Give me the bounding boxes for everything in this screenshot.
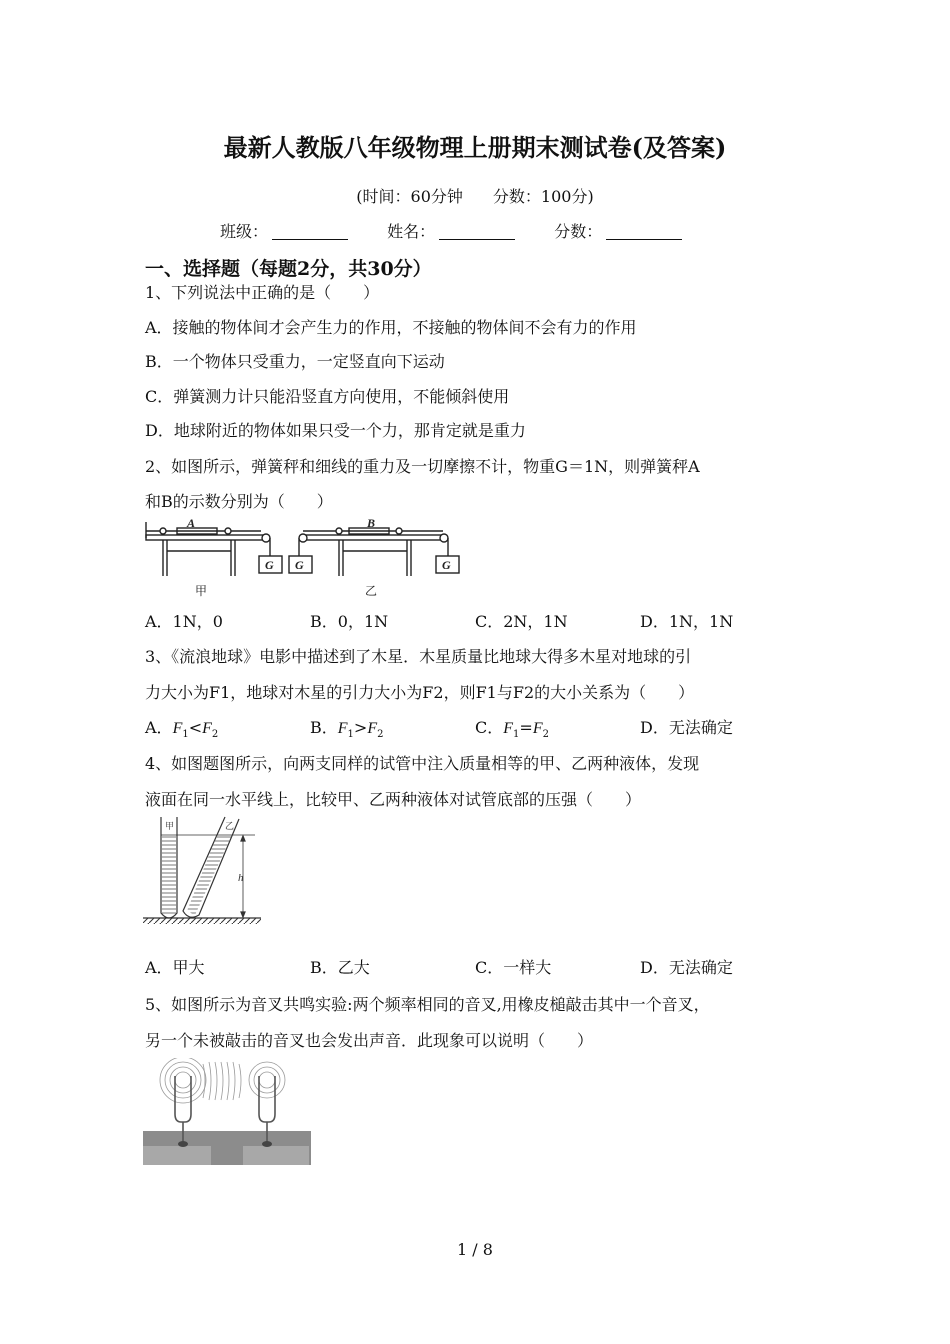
option-prefix: B． xyxy=(310,718,338,737)
exam-total-score: 分数：100分) xyxy=(492,187,594,206)
score-field xyxy=(554,219,682,242)
question-2-option-b: B．0，1N xyxy=(310,612,389,631)
relation: > xyxy=(353,718,368,737)
tube-yi-label: 乙 xyxy=(225,822,235,832)
question-5-stem-line-2: 另一个未被敲击的音叉也会发出声音．此现象可以说明（ ） xyxy=(145,1031,594,1050)
name-blank[interactable] xyxy=(439,223,515,240)
question-3-option-b xyxy=(310,715,383,740)
question-4-stem-line-2: 液面在同一水平线上，比较甲、乙两种液体对试管底部的压强（ ） xyxy=(145,790,642,809)
height-label: h xyxy=(238,872,244,884)
class-blank[interactable] xyxy=(272,223,348,240)
question-1-option-c: C．弹簧测力计只能沿竖直方向使用，不能倾斜使用 xyxy=(145,387,510,406)
question-2-option-a: A．1N，0 xyxy=(145,612,223,631)
sound-waves xyxy=(160,1058,285,1103)
scale-a-label: A xyxy=(187,518,196,530)
pulley-right xyxy=(440,534,448,542)
option-text: 无法确定 xyxy=(668,718,733,737)
page-number: 1 / 8 xyxy=(457,1240,493,1259)
symbol-f: F xyxy=(532,720,543,737)
symbol-f: F xyxy=(367,720,378,737)
symbol-sub: 2 xyxy=(542,729,549,741)
class-label: 班级： xyxy=(220,222,269,241)
question-2-stem-line-2: 和B的示数分别为（ ） xyxy=(145,492,333,511)
symbol-sub: 2 xyxy=(211,729,219,741)
symbol-f: F xyxy=(202,720,212,737)
name-label: 姓名： xyxy=(387,222,436,241)
option-prefix: D． xyxy=(640,718,669,737)
name-field xyxy=(387,219,515,242)
question-2-stem-line-1: 2、如图所示，弹簧秤和细线的重力及一切摩擦不计，物重G＝1N，则弹簧秤A xyxy=(145,457,700,476)
question-4-option-a: A．甲大 xyxy=(145,958,205,977)
scale-b-label: B xyxy=(367,518,376,530)
weight-label-middle: G xyxy=(295,558,304,572)
document-title: 最新人教版八年级物理上册期末测试卷(及答案) xyxy=(223,133,727,162)
question-1-stem: 1、下列说法中正确的是（ ） xyxy=(145,283,380,302)
symbol-sub: 1 xyxy=(347,729,354,741)
question-3-option-c xyxy=(475,715,549,740)
exam-time: (时间：60分钟 xyxy=(356,187,463,206)
symbol-f: F xyxy=(337,720,348,737)
question-4-option-b: B．乙大 xyxy=(310,958,370,977)
question-3-option-d xyxy=(640,715,733,738)
option-prefix: C． xyxy=(475,718,504,737)
test-tubes-figure xyxy=(143,815,263,925)
question-1-option-b: B．一个物体只受重力，一定竖直向下运动 xyxy=(145,352,445,371)
question-3-option-a xyxy=(145,715,218,740)
tuning-fork-right xyxy=(259,1076,275,1122)
question-4-stem-line-1: 4、如图题图所示，向两支同样的试管中注入质量相等的甲、乙两种液体，发现 xyxy=(145,754,700,773)
weight-label-left: G xyxy=(265,558,274,572)
question-4-option-c: C．一样大 xyxy=(475,958,552,977)
table-top-left xyxy=(146,535,264,540)
tube-jia-label: 甲 xyxy=(165,822,175,832)
question-5-stem-line-1: 5、如图所示为音叉共鸣实验:两个频率相同的音叉,用橡皮槌敲击其中一个音叉， xyxy=(145,995,710,1014)
tuning-fork-left xyxy=(175,1076,191,1122)
score-blank[interactable] xyxy=(606,223,682,240)
symbol-f: F xyxy=(172,720,183,737)
question-2-option-c: C．2N，1N xyxy=(475,612,568,631)
symbol-sub: 2 xyxy=(377,729,384,741)
question-3-stem-line-2: 力大小为F1，地球对木星的引力大小为F2，则F1与F2的大小关系为（ ） xyxy=(145,683,695,702)
symbol-sub: 1 xyxy=(182,729,189,741)
caption-yi: 乙 xyxy=(365,584,378,598)
question-3-stem-line-1: 3、《流浪地球》电影中描述到了木星．木星质量比地球大得多木星对地球的引 xyxy=(145,647,692,666)
relation: = xyxy=(519,718,533,737)
symbol-sub: 1 xyxy=(513,729,520,741)
symbol-f: F xyxy=(503,720,514,737)
table-top-right xyxy=(303,535,443,540)
pulley-left xyxy=(262,534,270,542)
spring-scale-figure xyxy=(143,518,473,600)
student-info-fields xyxy=(220,219,716,242)
relation: < xyxy=(188,718,203,737)
exam-meta xyxy=(0,184,950,207)
weight-label-right: G xyxy=(442,558,451,572)
question-1-option-a: A．接触的物体间才会产生力的作用，不接触的物体间不会有力的作用 xyxy=(145,318,637,337)
section-heading: 一、选择题（每题2分，共30分） xyxy=(145,258,432,280)
option-prefix: A． xyxy=(145,718,173,737)
class-field xyxy=(220,219,348,242)
caption-jia: 甲 xyxy=(195,584,208,598)
question-4-option-d: D．无法确定 xyxy=(640,958,733,977)
score-label: 分数： xyxy=(554,222,603,241)
question-1-option-d: D．地球附近的物体如果只受一个力，那肯定就是重力 xyxy=(145,421,526,440)
question-2-option-d: D．1N，1N xyxy=(640,612,734,631)
tuning-fork-figure xyxy=(143,1058,313,1166)
